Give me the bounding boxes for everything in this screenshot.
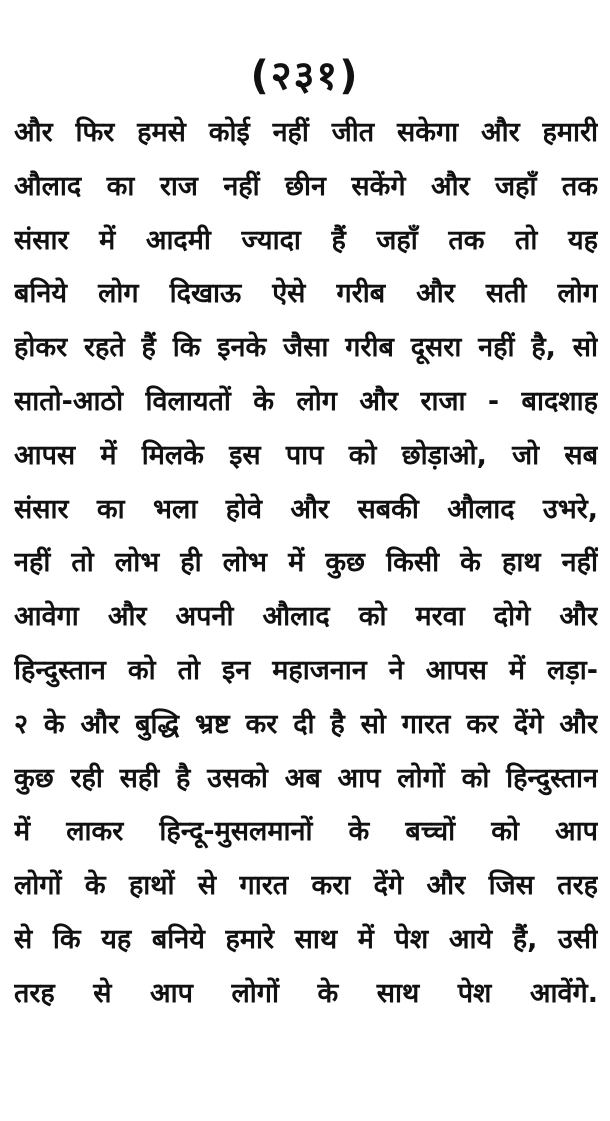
text-line: संसार का भला होवे और सबकी औलाद उभरे,	[14, 493, 598, 525]
text-line: आवेगा और अपनी औलाद को मरवा दोगे और	[14, 601, 598, 633]
text-line: सातो-आठो विलायतों के लोग और राजा - बादशाह	[14, 385, 598, 417]
text-line: नहीं तो लोभ ही लोभ में कुछ किसी के हाथ नहीं	[14, 547, 598, 579]
text-line: बनिये लोग दिखाऊ ऐसे गरीब और सती लोग	[14, 278, 598, 310]
text-line: आपस में मिलके इस पाप को छोड़ाओ, जो सब	[14, 439, 598, 471]
page-number: (२३१)	[250, 53, 360, 99]
text-line: में लाकर हिन्दू-मुसलमानों के बच्चों को आप	[14, 816, 598, 848]
text-line: कुछ रही सही है उसको अब आप लोगों को हिन्दुस्तान	[14, 762, 598, 794]
text-line: २ के और बुद्धि भ्रष्ट कर दी है सो गारत कर देंगे और	[14, 708, 598, 740]
text-line: संसार में आदमी ज्यादा हैं जहाँ तक तो यह	[14, 224, 598, 256]
text-line: और फिर हमसे कोई नहीं जीत सकेगा और हमारी	[14, 117, 598, 148]
text-line: हिन्दुस्तान को तो इन महाजनान ने आपस में लड़ा-	[14, 654, 598, 686]
text-line: लोगों के हाथों से गारत करा देंगे और जिस तरह	[14, 870, 598, 902]
text-line: औलाद का राज नहीं छीन सकेंगे और जहाँ तक	[14, 170, 598, 202]
text-line: तरह से आप लोगों के साथ पेश आवेंगे.	[14, 977, 598, 1009]
body-text	[14, 106, 598, 1021]
text-line: होकर रहते हैं कि इनके जैसा गरीब दूसरा नहीं है, सो	[14, 332, 598, 364]
text-line: से कि यह बनिये हमारे साथ में पेश आये हैं, उसी	[14, 923, 598, 955]
